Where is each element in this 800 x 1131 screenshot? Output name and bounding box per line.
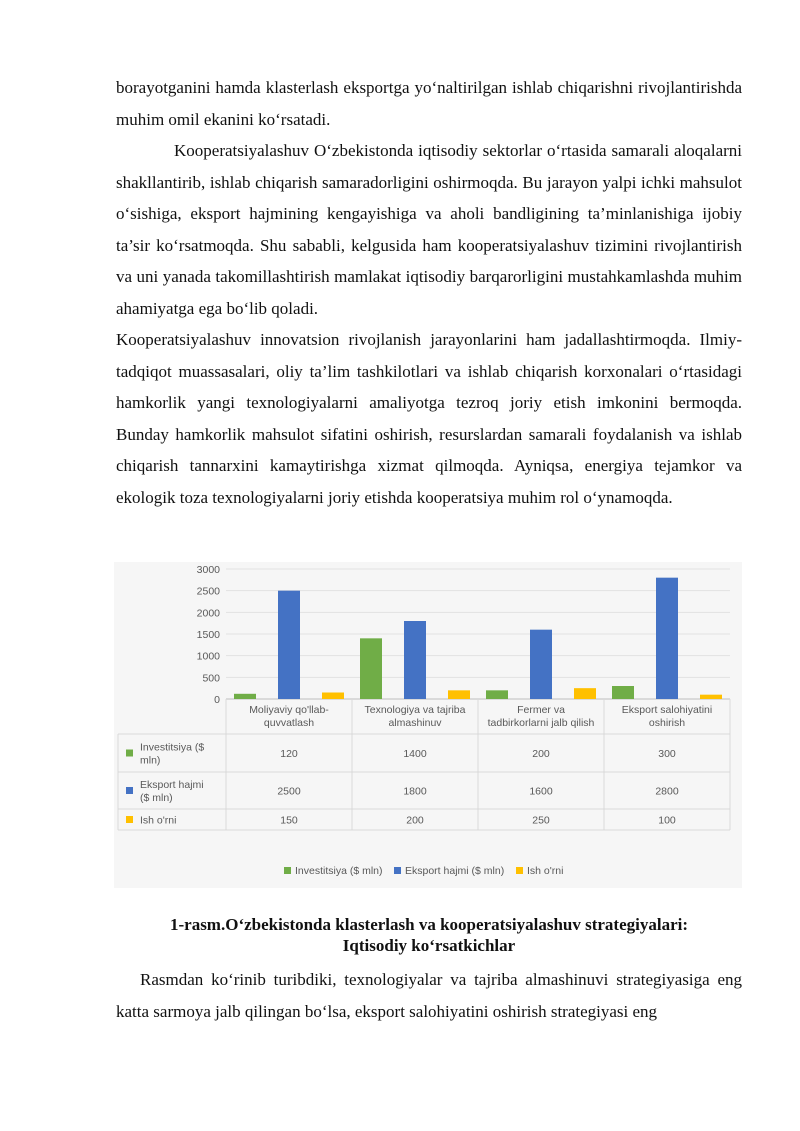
paragraph-3: Kooperatsiyalashuv innovatsion rivojlanish jarayonlarini ham jadallashtirmoqda. Ilmiy-tadqiqot muassasalari, oliy ta’lim tashkilotlari va ishlab chiqarish korxonalari o‘rtasidagi hamkorlik yangi texnologiyalarni amaliyotga tezroq joriy etish imkonini bermoqda. Bunday hamkorlik mahsulot sifatini oshirish, resurslardan samarali foydalanish va ishlab chiqarish tannarxini kamaytirishga xizmat qilmoqda. Ayniqsa, energiya tejamkor va ekologik toza texnologiyalarni joriy etishda kooperatsiya muhim rol o‘ynamoqda.: [116, 330, 742, 507]
table-value: 200: [532, 748, 550, 760]
table-value: 120: [280, 748, 298, 760]
table-value: 2800: [655, 785, 679, 798]
figure-caption-line-1: 1-rasm.O‘zbekistonda klasterlash va kooperatsiyalashuv strategiyalari:: [169, 915, 689, 934]
y-tick-label: 1500: [196, 629, 220, 641]
legend-label-3: Ish o'rni: [527, 865, 564, 877]
legend-label-2: Eksport hajmi ($ mln): [405, 865, 505, 877]
category-label: quvvatlash: [263, 717, 315, 729]
y-tick-label: 2000: [196, 607, 220, 620]
bar-1-3: [486, 690, 508, 699]
legend-key-1: [284, 867, 291, 874]
bar-2-3: [530, 630, 552, 699]
table-value: 1400: [403, 748, 427, 760]
table-value: 250: [532, 814, 550, 827]
category-label: Fermer va: [517, 704, 565, 716]
table-value: 300: [658, 748, 676, 760]
y-tick-label: 0: [214, 694, 220, 706]
category-label: almashinuv: [388, 717, 442, 729]
legend-key-3: [516, 867, 523, 874]
bar-3-3: [574, 688, 596, 699]
paragraph-2: Kooperatsiyalashuv O‘zbekistonda iqtisodiy sektorlar o‘rtasida samarali aloqalarni shakllantirib, ishlab chiqarish samaradorligini oshirmoqda. Bu jarayon yalpi ichki mahsulot o‘sishiga, eksport hajmining kengayishiga va aholi bandligining ta’minlanishiga ijobiy ta’sir ko‘rsatmoqda. Shu sababli, kelgusida ham kooperatsiyalashuv tizimini rivojlantirish va uni yanada takomillashtirish mamlakat iqtisodiy barqarorligini mustahkamlashda muhim ahamiyatga ega bo‘lib qoladi.: [116, 141, 742, 318]
bar-1-2: [360, 638, 382, 699]
bar-3-2: [448, 690, 470, 699]
bar-2-2: [404, 621, 426, 699]
bar-1-1: [234, 694, 256, 699]
table-series-label: ($ mln): [140, 792, 173, 804]
chart-svg: [114, 562, 742, 888]
legend-label-1: Investitsiya ($ mln): [295, 865, 383, 877]
table-series-label: mln): [140, 754, 161, 767]
category-label: Eksport salohiyatini: [621, 704, 713, 716]
bar-2-4: [656, 578, 678, 699]
table-legend-key: [126, 816, 133, 823]
category-label: tadbirkorlarni jalb qilish: [487, 717, 595, 729]
category-label: oshirish: [648, 717, 686, 729]
table-series-label: Eksport hajmi: [140, 779, 204, 791]
category-label: Texnologiya va tajriba: [364, 704, 466, 716]
table-legend-key: [126, 750, 133, 757]
figure-caption-line-2: Iqtisodiy ko‘rsatkichlar: [342, 936, 516, 955]
table-legend-key: [126, 787, 133, 794]
paragraph-1: borayotganini hamda klasterlash eksportga yo‘naltirilgan ishlab chiqarishni rivojlantirishda muhim omil ekanini ko‘rsatadi.: [116, 78, 742, 129]
y-tick-label: 3000: [196, 564, 220, 576]
chart-figure: [114, 562, 742, 888]
y-tick-label: 500: [202, 672, 220, 685]
legend-key-2: [394, 867, 401, 874]
y-tick-label: 2500: [196, 585, 220, 598]
table-value: 1600: [529, 785, 553, 798]
paragraph-4: Rasmdan ko‘rinib turibdiki, texnologiyalar va tajriba almashinuvi strategiyasiga eng katta sarmoya jalb qilingan bo‘lsa, eksport salohiyatini oshirish strategiyasi eng: [116, 970, 742, 1021]
bar-3-1: [322, 693, 344, 700]
table-value: 200: [406, 814, 424, 827]
y-tick-label: 1000: [196, 650, 220, 663]
table-series-label: Ish o'rni: [140, 814, 177, 827]
table-value: 100: [658, 814, 676, 827]
bar-1-4: [612, 686, 634, 699]
bar-3-4: [700, 695, 722, 699]
category-label: Moliyaviy qo'llab-: [249, 704, 329, 716]
bar-2-1: [278, 591, 300, 699]
table-value: 150: [280, 814, 298, 827]
table-value: 1800: [403, 785, 427, 798]
table-series-label: Investitsiya ($: [140, 741, 205, 754]
table-value: 2500: [277, 785, 301, 798]
